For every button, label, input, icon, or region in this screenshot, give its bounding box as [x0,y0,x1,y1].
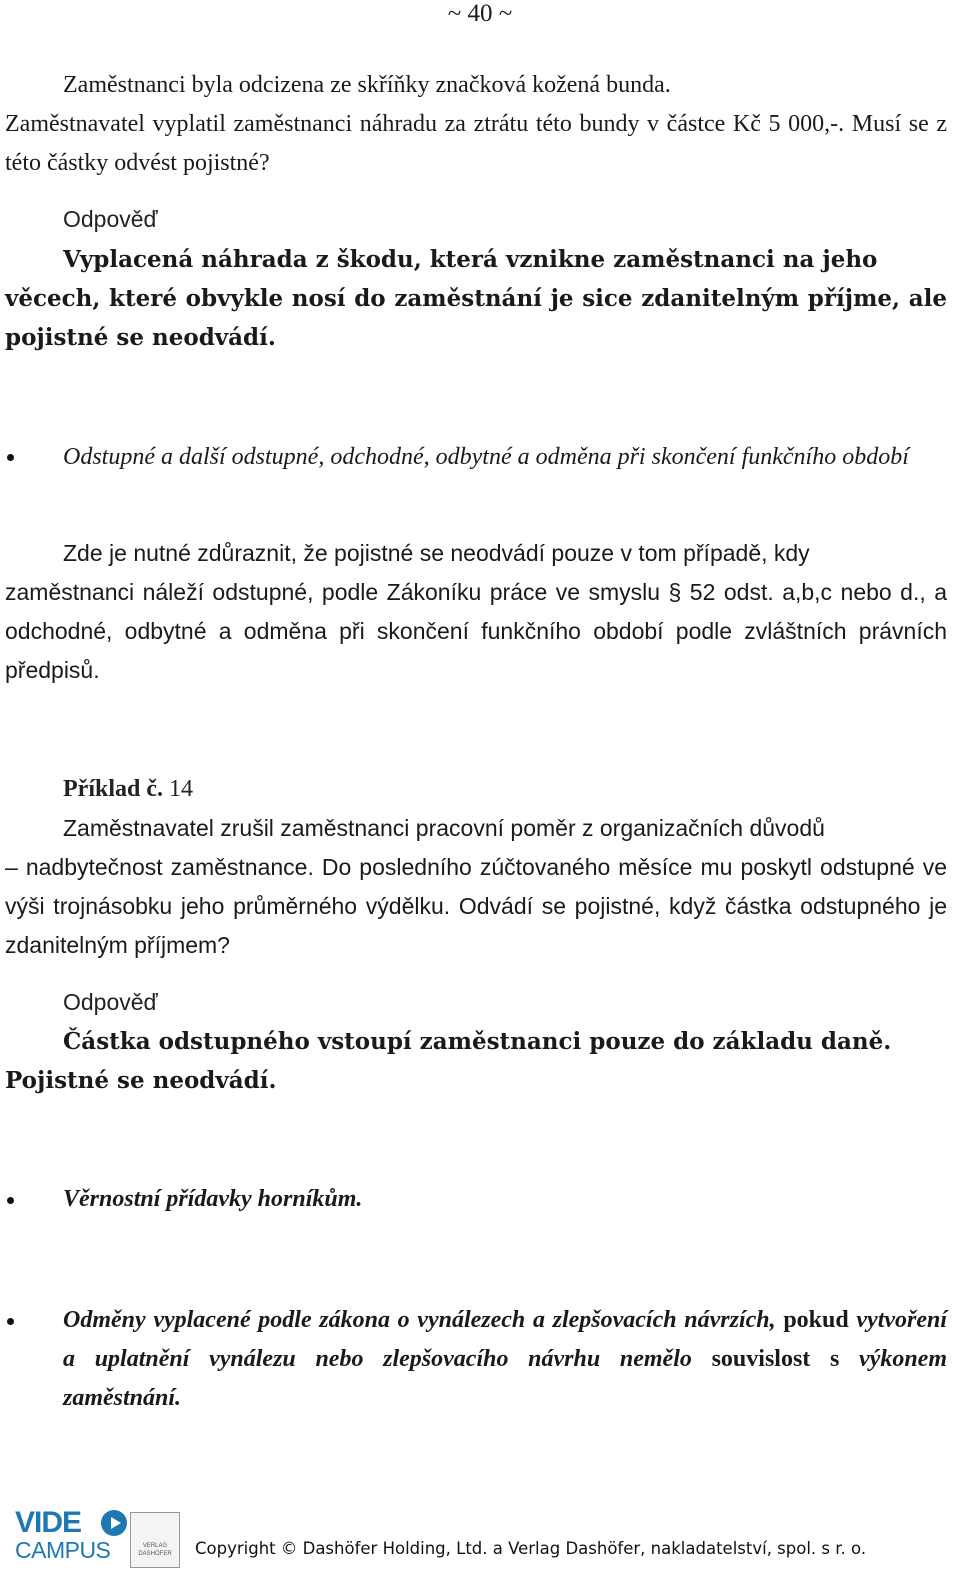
example-answer-lead: Částka odstupného vstoupí zaměstnanci pouze do základu daně. [63,1028,892,1055]
odmeny-part-2: pokud [783,1307,849,1333]
answer-lead: Vyplacená náhrada z škodu, která vznikne zaměstnanci na jeho [63,246,878,273]
section-heading-hornici: Věrnostní přídavky horníkům. [63,1186,363,1212]
example-title-label: Příklad č. [63,776,163,802]
example-number: 14 [169,776,193,802]
verlag-dashofer-logo [130,1512,180,1568]
section-text: zaměstnanci náleží odstupné, podle Zákoníku práce ve smyslu § 52 odst. a,b,c nebo d., a odchodné, odbytné a odměna při skončení funkčního období podle zvláštních právních předpisů. [5,579,947,683]
example-text: – nadbytečnost zaměstnance. Do posledního zúčtovaného měsíce mu poskytl odstupné ve výši trojnásobku jeho průměrného výdělku. Odvádí se pojistné, když částka odstupného je zdanitelným příjmem? [5,854,947,958]
example-answer-text: Pojistné se neodvádí. [5,1067,277,1094]
videocampus-logo [15,1508,120,1568]
verlag-line-1: VERLAG [142,1543,168,1549]
example-lead: Zaměstnavatel zrušil zaměstnanci pracovní poměr z organizačních důvodů [63,815,825,841]
example-title [63,770,193,809]
bullet-icon [7,1318,14,1325]
question-text: Zaměstnavatel vyplatil zaměstnanci náhradu za ztrátu této bundy v částce Kč 5 000,-. Musí se z této částky odvést pojistné? [5,111,947,176]
section-heading-odstupne: Odstupné a další odstupné, odchodné, odbytné a odměna při skončení funkčního období [63,444,909,470]
odmeny-part-5: výkonem zaměstnání. [63,1346,948,1411]
section-heading-odmeny [63,1301,947,1418]
page-number: ~ 40 ~ [447,0,513,27]
verlag-line-2: DASHÖFER [138,1551,172,1557]
odmeny-part-4: souvislost s [711,1346,840,1372]
odmeny-part-1: Odměny vyplacené podle zákona o vynálezech a zlepšovacích návrzích, [63,1307,776,1333]
section-lead: Zde je nutné zdůraznit, že pojistné se neodvádí pouze v tom případě, kdy [63,540,810,566]
play-icon [101,1510,127,1536]
bullet-icon [7,454,14,461]
question-line-1: Zaměstnanci byla odcizena ze skříňky značková kožená bunda. [63,72,671,98]
copyright-text: Copyright © Dashöfer Holding, Ltd. a Verlag Dashöfer, nakladatelství, spol. s r. o. [195,1539,867,1558]
logo-top-text: VIDE [15,1506,82,1539]
bullet-icon [7,1197,14,1204]
example-answer-label: Odpověď [63,989,158,1015]
answer-label: Odpověď [63,206,158,232]
answer-text: věcech, které obvykle nosí do zaměstnání je sice zdanitelným příjme, ale pojistné se neodvádí. [5,285,947,351]
logo-bottom-text: CAMPUS [15,1537,111,1563]
odmeny-part-3: vytvoření a uplatnění vynálezu nebo zlepšovacího návrhu nemělo [63,1307,948,1372]
